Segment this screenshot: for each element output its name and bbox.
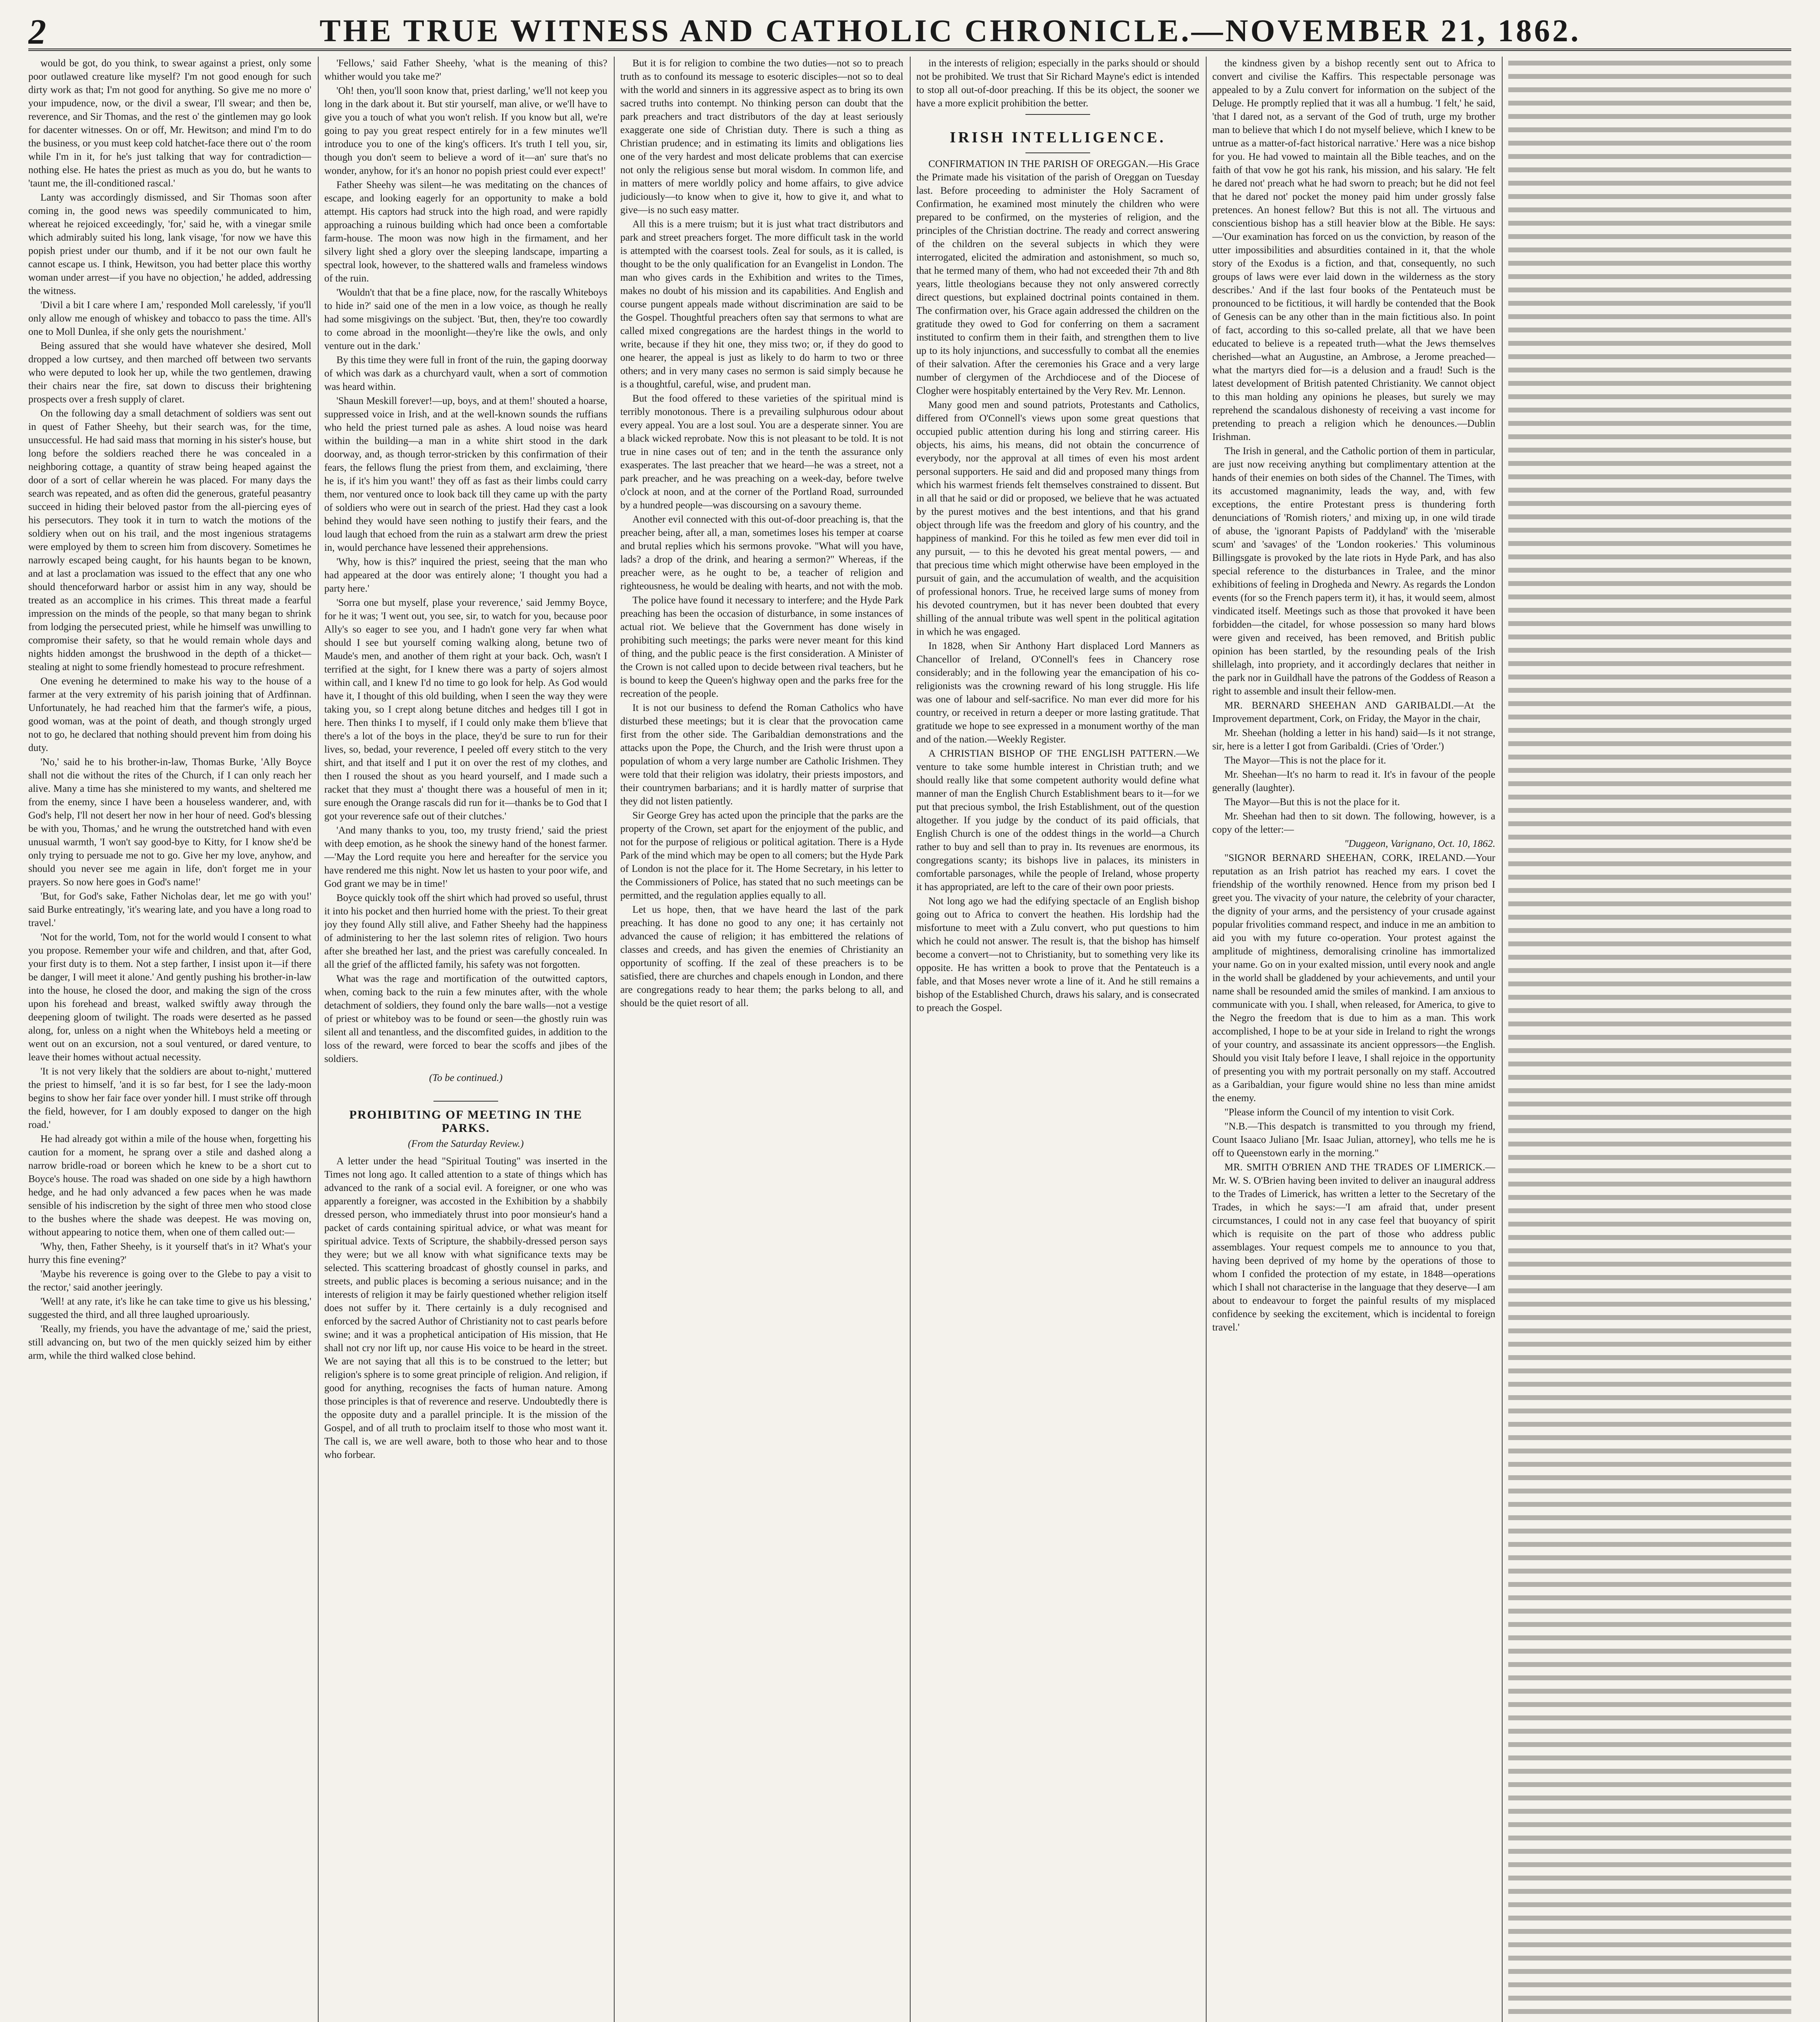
paragraph: The police have found it necessary to interfere; and the Hyde Park preaching has been the occasion of disturbance, in some instances of actual riot. We believe that the Government has done wisely in prohibiting such meetings; the parks were never meant for this kind of thing, and the public peace is the first consideration. A Minister of the Crown is not called upon to decide between rival teachers, but he is bound to keep the Queen's highway open and the parks free for the recreation of the people.: [620, 595, 903, 699]
column-rule: [318, 57, 319, 2022]
column-2: [324, 57, 607, 2022]
paragraph: 'Not for the world, Tom, not for the world would I consent to what you propose. Remember your wife and children, and that, after God, your first duty is to them. Not a step farther, I insist upon it—if there be danger, I will meet it alone.' And gently pushing his brother-in-law into the house, he closed the door, and making the sign of the cross upon his forehead and breast, walked swiftly away through the deepening gloom of twilight. The roads were deserted as he passed along, for, unless on a night when the Whiteboys held a meeting or went out on an excursion, not a soul ventured, or dared venture, to leave their homes without actual necessity.: [28, 932, 311, 1063]
paragraph: The Irish in general, and the Catholic portion of them in particular, are just now receiving anything but complimentary attention at the hands of their enemies on both sides of the Channel. The Times, with its accustomed magnanimity, leads the way, and, with few exceptions, the entire Protestant press is thundering forth denunciations of 'Romish rioters,' and mixing up, in one wild tirade of abuse, the 'ignorant Papists of Paddyland' with the 'miserable scum' and 'savages' of the 'London rookeries.' This voluminous Billingsgate is provoked by the late riots in Hyde Park, and has also special reference to the disturbances in Tralee, and the minor exhibitions of feeling in Drogheda and Newry. As regards the London events (for so the French papers term it), it has, it would seem, almost vindicated itself. Meetings such as those that provoked it have been forbidden—the citadel, for whose possession so many hard blows were given and received, has been removed, and British public opinion has been startled, by the resounding peals of the Irish shillelagh, into propriety, and it accordingly declares that neither in the park nor in Guildhall have the patrons of the Goddess of Reason a right to assemble and insult their fellow-men.: [1212, 446, 1495, 697]
news-item: Not long ago we had the edifying spectacle of an English bishop going out to Africa to convert the heathen. His lordship had the misfortune to meet with a Zulu convert, who put questions to him which he could not answer. The result is, that the bishop has himself become a convert—not to Christianity, but to something very like its opposite. He has written a book to prove that the Pentateuch is a fable, and that Moses never wrote a line of it. And he still remains a bishop of the Established Church, draws his salary, and is consecrated to preach the Gospel.: [916, 896, 1199, 1013]
paragraph: 'Shaun Meskill forever!—up, boys, and at them!' shouted a hoarse, suppressed voice in Irish, and at the well-known sounds the ruffians who held the priest turned pale as ashes. A loud noise was heard within the building—a man in a white shirt stood in the dark doorway, and, as though terror-stricken by this confirmation of their fears, the fellows flung the priest from them, and exclaiming, 'there he is, if it's him you want!' they off as fast as their limbs could carry them, nor ventured once to look back till they came up with the party of soldiers who were out in search of the priest. Had they cast a look behind they would have seen nothing to justify their fears, and the loud laugh that echoed from the ruin as a stalwart arm drew the priest in, would perchance have lessened their apprehensions.: [324, 396, 607, 553]
article-source: (From the Saturday Review.): [408, 1138, 524, 1149]
paragraph: 'Really, my friends, you have the advantage of me,' said the priest, still advancing on, but two of the men quickly seized him by either arm, while the third walked close behind.: [28, 1324, 311, 1361]
section-heading: IRISH INTELLIGENCE.: [949, 129, 1166, 146]
paragraph: What was the rage and mortification of the outwitted captors, when, coming back to the ruin a few minutes after, with the whole detachment of soldiers, they found only the bare walls—not a vestige of priest or whiteboy was to be found or seen—the ghostly ruin was silent all and tenantless, and the discomfited guides, in addition to the loss of the reward, were forced to bear the scoffs and jibes of the soldiers.: [324, 973, 607, 1064]
paragraph: 'Fellows,' said Father Sheehy, 'what is the meaning of this? whither would you take me?': [324, 58, 607, 82]
paragraph: Sir George Grey has acted upon the principle that the parks are the property of the Crown, set apart for the enjoyment of the public, and not for the purpose of religious or political agitation. There is a Hyde Park of the mind which may be open to all comers; but the Hyde Park of London is not the place for it. The Home Secretary, in his letter to the Commissioners of Police, has stated that no such meetings can be permitted, and the regulation applies equally to all.: [620, 810, 903, 901]
paragraph: 'And many thanks to you, too, my trusty friend,' said the priest with deep emotion, as he shook the sinewy hand of the honest farmer.—'May the Lord requite you here and hereafter for the service you have rendered me this night. Now let us hasten to your poor wife, and God grant we may be in time!': [324, 825, 607, 889]
column-area: [28, 57, 1791, 2022]
column-4: [916, 57, 1199, 2022]
paragraph: MR. BERNARD SHEEHAN AND GARIBALDI.—At the Improvement department, Cork, on Friday, the Mayor in the chair,: [1212, 700, 1495, 724]
paragraph: Mr. Sheehan (holding a letter in his hand) said—Is it not strange, sir, here is a letter I got from Garibaldi. (Cries of 'Order.'): [1212, 728, 1495, 752]
paragraph: Father Sheehy was silent—he was meditating on the chances of escape, and looking eagerly for an opportunity to make a bold attempt. His captors had struck into the high road, and were rapidly approaching a ruinous building which had once been a comfortable farm-house. The moon was now high in the firmament, and her silvery light shed a glory over the sleeping landscape, imparting a spectral look, however, to the shattered walls and frameless windows of the ruin.: [324, 180, 607, 284]
paragraph: By this time they were full in front of the ruin, the gaping doorway of which was dark as a churchyard vault, when a sort of commotion was heard within.: [324, 355, 607, 392]
paragraph: 'Wouldn't that that be a fine place, now, for the rascally Whiteboys to hide in?' said one of the men in a low voice, as though he really had some misgivings on the subject. 'But, then, they're too cowardly to come abroad in the moonlight—they're like the owls, and only venture out in the dark.': [324, 287, 607, 351]
paragraph: But the food offered to these varieties of the spiritual mind is terribly monotonous. There is a prevailing sulphurous odour about every appeal. You are a lost soul. You are a desperate sinner. You are a black wicked reprobate. Now this is not pleasant to be told. It is not true in nine cases out of ten; and in the tenth the assurance only exasperates. The last preacher that we heard—he was a street, not a park preacher, and he was preaching on a week-day, before twelve o'clock at noon, and at the corner of the Portland Road, surrounded by a hundred people—was discoursing on a savoury theme.: [620, 393, 903, 511]
paragraph: 'Divil a bit I care where I am,' responded Moll carelessly, 'if you'll only allow me enough of whiskey and tobacco to pass the time. All's one to Moll Dunlea, if she only gets the nourishment.': [28, 300, 311, 337]
paragraph: in the interests of religion; especially in the parks should or should not be prohibited. We trust that Sir Richard Mayne's edict is intended to stop all out-of-door preaching. If this be its object, the sooner we have a more explicit prohibition the better.: [916, 58, 1199, 109]
paragraph: 'Why, then, Father Sheehy, is it yourself that's in it? What's your hurry this fine evening?': [28, 1241, 311, 1265]
paragraph: 'Well! at any rate, it's like he can take time to give us his blessing,' suggested the third, and all three laughed uproariously.: [28, 1296, 311, 1320]
paragraph: The Mayor—But this is not the place for it.: [1224, 797, 1400, 808]
paragraph: Let us hope, then, that we have heard the last of the park preaching. It has done no good to any one; it has certainly not advanced the cause of religion; it has embittered the relations of classes and creeds, and has given the enemies of Christianity an opportunity of scoffing. If the zeal of these preachers is to be satisfied, there are churches and chapels enough in London, and there are congregations ready to hear them; the parks belong to all, and should be the quiet resort of all.: [620, 904, 903, 1009]
divider: [1025, 152, 1090, 153]
paragraph: "N.B.—This despatch is transmitted to you through my friend, Count Isaaco Juliano [Mr. Isaac Julian, attorney], who tells me he is off to Queenstown early in the morning.": [1212, 1121, 1495, 1159]
column-3: [620, 57, 903, 2022]
column-rule: [1206, 57, 1207, 2022]
paragraph: the kindness given by a bishop recently sent out to Africa to convert and civilise the Kaffirs. This respectable personage was appealed to by a Zulu convert for information on the subject of the Deluge. He promptly replied that it was all a humbug. 'I felt,' he said, 'that I dared not, as a servant of the God of truth, urge my brother man to believe that which I do not myself believe, which I knew to be untrue as a matter-of-fact historical narrative.' Here was a nice bishop for you. He had vowed to maintain all the Bible teaches, and on the faith of that vow he got his rank, his mission, and his salary. 'He felt he dared not' preach what he had sworn to preach; but he did not feel that he dared not' pocket the money paid him under grossly false pretences. An honest fellow? But this is not all. The virtuous and conscientious bishop has a still heavier blow at the Bible. He says:—'Our examination has forced on us the conviction, by reason of the utter impossibilities and absurdities contained in it, that the whole story of the Exodus is a fiction, and that, consequently, no such groups of laws were ever laid down in the wilderness as the story describes.' And if the last four books of the Pentateuch must be pronounced to be fictitious, it will hardly be contended that the Book of Genesis can be any other than in the main fictitious also. In point of fact, according to this so-called prelate, all that we have been educated to believe is a repeated truth—what the Jews themselves cherished—what an Augustine, an Ambrose, a Jerome preached—what the martyrs died for—is a delusion and a fraud! Such is the latest development of British patented Christianity. We cannot object to this man holding any opinions he pleases, but surely we may reprehend the scandalous dishonesty of receiving a vast income for pretending to preach a religion which he denounces.—Dublin Irishman.: [1212, 58, 1495, 442]
paragraph: Boyce quickly took off the shirt which had proved so useful, thrust it into his pocket and then hurried home with the priest. To their great joy they found Ally still alive, and Father Sheehy had the happiness of administering to her the last solemn rites of religion. Two hours after she breathed her last, and the priest was carefully concealed. In all the grief of the afflicted family, his safety was not forgotten.: [324, 893, 607, 970]
column-rule: [910, 57, 911, 2022]
divider: [433, 1101, 498, 1102]
column-1: [28, 57, 311, 2022]
page-number: 2: [28, 13, 46, 52]
paragraph: Mr. Sheehan—It's no harm to read it. It's in favour of the people generally (laughter).: [1212, 769, 1495, 793]
news-item: CONFIRMATION IN THE PARISH OF OREGGAN.—His Grace the Primate made his visitation of the parish of Oreggan on Tuesday last. Before proceeding to administer the Holy Sacrament of Confirmation, he examined most minutely the children who were prepared to be confirmed, on the mysteries of religion, and the principles of the Christian doctrine. The ready and correct answering of the children on the several subjects in which they were interrogated, elicited the admiration and astonishment, so much so, that he termed many of them, who had not exceeded their 7th and 8th years, little theologians because they not only answered correctly direct questions, but explained doctrinal points contained in them. The confirmation over, his Grace again addressed the children on the gratitude they owed to God for conferring on them a sacrament instituted to confirm them in their faith, and strengthen them to live up to its holy injunctions, and successfully to combat all the enemies of their salvation. After the ceremonies his Grace and a very large number of clergymen of the Archdiocese and of the Diocese of Clogher were hospitably entertained by the Very Rev. Mr. Lennon.: [916, 159, 1199, 396]
column-rule: [1502, 57, 1503, 2022]
paragraph: 'Sorra one but myself, plase your reverence,' said Jemmy Boyce, for he it was; 'I went out, you see, sir, to watch for you, because poor Ally's so eager to see you, and I hadn't gone very far when what should I see but yourself coming walking along, betune two of Maude's men, and another of them right at your back. Och, wasn't I terrified at the sight, for I knew there was a party of sojers almost within call, and I knew I'd no time to go look for help. As God would have it, I thought of this old building, when I seen the way they were taking you, so I crept along betune ditches and hedges till I got in here. Then thinks I to myself, if I could only make them b'lieve that there's a lot of the boys in the place, they'd be sure to run for their lives, so, bedad, your reverence, I peeled off every stitch to the very shirt, and that itself and I put it on over the rest of my clothes, and then I roused the shout as you heard yourself, and I made such a racket that they must a' thought there was a houseful of men in it; sure enough the Orange rascals did run for it—thanks be to God that I got your reverence safe out of their clutches.': [324, 597, 607, 822]
paragraph: 'It is not very likely that the soldiers are about to-night,' muttered the priest to himself, 'and it is so far best, for I see the lady-moon begins to show her fair face over yonder hill. I must strike off through the field, however, for I am doubly exposed to danger on the high road.': [28, 1066, 311, 1130]
illegible-text-block: [1508, 57, 1791, 2022]
paragraph: 'Why, how is this?' inquired the priest, seeing that the man who had appeared at the door was entirely alone; 'I thought you had a party here.': [324, 556, 607, 594]
column-rule: [614, 57, 615, 2022]
divider: [1025, 114, 1090, 115]
newspaper-page: [28, 12, 1791, 2022]
news-item: Many good men and sound patriots, Protestants and Catholics, differed from O'Connell's views upon some great questions that occupied public attention during his long and stirring career. His objects, his aims, his means, did not obtain the concurrence of everybody, nor the approval at all times of even his most ardent personal supporters. He said and did and proposed many things from which his warmest friends felt themselves constrained to dissent. But in all that he said or did or proposed, we believe that he was actuated by the purest motives and the best intentions, and that his grand object through life was the freedom and glory of his country, and the happiness of mankind. For this he toiled as few men ever did toil in any pursuit, — to this he devoted his great mental powers, — and that precious time which might otherwise have been employed in the pursuit of gain, and the accumulation of wealth, and the acquisition of professional honors. True, he received large sums of money from his devoted countrymen, but it has never been doubted that every shilling of the annual tribute was well spent in the political agitation in which he was engaged.: [916, 400, 1199, 637]
paragraph: Mr. Sheehan had then to sit down. The following, however, is a copy of the letter:—: [1212, 811, 1495, 835]
paragraph: "SIGNOR BERNARD SHEEHAN, CORK, IRELAND.—Your reputation as an Irish patriot has reached my ears. I covet the friendship of the worthily renowned. Hence from my prison bed I greet you. The vivacity of your nature, the celebrity of your character, the dignity of your arms, and the persistency of your crusade against popular frivolities command respect, and induce in me an ambition to aid you with my future co-operation. Your protest against the amplitude of mightiness, demoralising crinoline has immortalized your name. Go on in your exalted mission, until every nook and angle in the world shall be gladdened by your achievements, and until your name shall be resounded amid the smiles of mankind. I am anxious to communicate with you. I shall, when released, for America, to give to the Negro the freedom that is due to him as a man. This work accomplished, I hope to be at your side in Ireland to right the wrongs of your country, and assassinate its ancient oppressors—the English. Should you visit Italy before I leave, I shall rejoice in the opportunity of presenting you with my portrait personally on my staff. Accoutred as a Garibaldian, your figure would shine no less than mine amidst the enemy.: [1212, 852, 1495, 1104]
paragraph: Another evil connected with this out-of-door preaching is, that the preacher being, after all, a man, sometimes loses his temper at coarse and brutal replies which his sermons provoke. "What will you have, lads? a drop of the drink, and hearing a sermon?" Whereas, if the preacher were, as he ought to be, a teacher of religion and righteousness, he would be dealing with hearts, and not with the mob.: [620, 514, 903, 592]
paragraph: One evening he determined to make his way to the house of a farmer at the very extremity of his parish joining that of Ardfinnan. Unfortunately, he had reached him that the farmer's wife, a pious, good woman, was at the point of death, and though strongly urged not to go, he declared that nothing should prevent him from doing his duty.: [28, 676, 311, 753]
paragraph: Lanty was accordingly dismissed, and Sir Thomas soon after coming in, the good news was speedily communicated to him, whereat he rejoiced exceedingly, 'for,' said he, with a vinegar smile which admirably suited his long, lank visage, 'for now we have this popish priest under our thumb, and if it be not our own fault he cannot escape us. I think, Hewitson, you had better place this worthy woman under arrest—if you have no objection,' he added, addressing the witness.: [28, 192, 311, 296]
paragraph: Being assured that she would have whatever she desired, Moll dropped a low curtsey, and then marched off between two servants who were deputed to look her up, while the two gentlemen, drawing their chairs near the fire, sat down to discuss their brightening prospects over a fresh supply of claret.: [28, 341, 311, 405]
paragraph: 'But, for God's sake, Father Nicholas dear, let me go with you!' said Burke entreatingly, 'it's wearing late, and you have a long road to travel.': [28, 891, 311, 929]
paragraph: It is not our business to defend the Roman Catholics who have disturbed these meetings; but it is clear that the provocation came first from the other side. The Garibaldian demonstrations and the attacks upon the Pope, the Church, and the Irish were thrust upon a population of whom a very large number are Catholic Irishmen. They were told that their religion was idolatry, their priests impostors, and their countrymen barbarians; and it is hardly matter of surprise that they did not listen patiently.: [620, 702, 903, 807]
to-be-continued: (To be continued.): [429, 1072, 503, 1083]
column-5: [1212, 57, 1495, 2022]
column-6: [1508, 57, 1791, 2022]
article-headline: PROHIBITING OF MEETING IN THE PARKS.: [349, 1108, 583, 1135]
paragraph: "Please inform the Council of my intention to visit Cork.: [1224, 1107, 1454, 1118]
paragraph: A letter under the head "Spiritual Touting" was inserted in the Times not long ago. It called attention to a state of things which has advanced to the rank of a social evil. A foreigner, or one who was apparently a foreigner, was accosted in the Exhibition by a shabbily dressed person, who immediately thrust into poor monsieur's hand a packet of cards containing spiritual advice, or what was meant for spiritual advice. Texts of Scripture, the shabbily-dressed person says they were; but we all know with what significance texts may be selected. This scattering broadcast of ghostly counsel in parks, and streets, and public places is becoming a serious nuisance; and in the interests of religion it may be fairly questioned whether religion itself does not suffer by it. There certainly is a duly recognised and enforced by the sacred Author of Christianity not to cast pearls before swine; and it was a prophetical anticipation of His mission, that He shall not cry nor lift up, nor cause His voice to be heard in the street. We are not saying that all this is to be construed to the letter; but religion's sphere is to some great principle of religion. And religion, if good for anything, recognises the facts of human nature. Among those principles is that of reverence and reserve. Undoubtedly there is the opposite duty and a parallel principle. It is the mission of the Gospel, and of all truth to proclaim itself to those who most want it. The call is, we are well aware, both to those who hear and to those who forbear.: [324, 1156, 607, 1460]
news-item: In 1828, when Sir Anthony Hart displaced Lord Manners as Chancellor of Ireland, O'Connell's fees in Chancery rose considerably; and in the following year the emancipation of his co-religionists was the crowning reward of his long struggle. His life was one of labour and self-sacrifice. No man ever did more for his country, or received in return a deeper or more lasting gratitude. That gratitude we hope to see expressed in a monument worthy of the man and of the nation.—Weekly Register.: [916, 641, 1199, 745]
masthead: [28, 12, 1791, 51]
paragraph: 'Maybe his reverence is going over to the Glebe to pay a visit to the rector,' said another jeeringly.: [28, 1269, 311, 1293]
paragraph: 'No,' said he to his brother-in-law, Thomas Burke, 'Ally Boyce shall not die without the rites of the Church, if I can only reach her alive. Many a time has she ministered to my wants, and sheltered me from the enemy, since I have been a houseless wanderer, and, with God's help, I'll not desert her now in her hour of need. God's blessing be with you, Thomas,' and he wrung the outstretched hand with even unusual warmth, 'I won't say good-bye to Kitty, for I know she'd be only trying to persuade me not to go. Give her my love, anyhow, and should you never see me again in life, don't forget me in your prayers. So now here goes in God's name!': [28, 757, 311, 888]
letter-dateline: "Duggeon, Varignano, Oct. 10, 1862.: [1344, 838, 1495, 849]
paragraph: But it is for religion to combine the two duties—not so to preach truth as to confound its message to esoteric disciples—not so to deal with the world and sinners in its aggressive aspect as to bring its own sacred truths into contempt. No thinking person can doubt that the park preachers and tract distributors of the day at least seriously exaggerate one side of Christian duty. There is such a thing as Christian prudence; and in estimating its limits and obligations lies one of the very hardest and most delicate problems that can exercise not only the religious sense but moral wisdom. In common life, and in matters of mere worldly policy and home affairs, to give advice judiciously—to know when to give it, how to give it, and what to give—is no such easy matter.: [620, 58, 903, 216]
paragraph: He had already got within a mile of the house when, forgetting his caution for a moment, he sprang over a stile and dashed along a narrow bridle-road or boreen which he knew to be a short cut to Boyce's house. The road was shaded on one side by a high hawthorn hedge, and he had only advanced a few paces when he was made sensible of his indiscretion by the sight of three men who stood close to the bushes where the shade was deepest. He was moving on, without appearing to notice them, when one of them called out:—: [28, 1134, 311, 1238]
paragraph: would be got, do you think, to swear against a priest, only some poor outlawed creature like myself? I'm not good enough for such dirty work as that; I'm not good for anything. So give me no more o' your impudence, now, or the divil a swear, I'll swear; and then be, reverence, and Sir Thomas, and the rest o' the gintlemen may go look for dacenter witnesses. On or off, Mr. Hewitson; and mind I'm to do the business, or you must keep cold hatchet-face there out o' the room while I'm in it, for he's just talking that way for contradiction—nothing else. He hates the priest as much as you do, but he wants to 'taunt me, the ill-conditioned rascal.': [28, 58, 311, 189]
paragraph: The Mayor—This is not the place for it.: [1224, 755, 1386, 766]
paragraph: All this is a mere truism; but it is just what tract distributors and park and street preachers forget. The more difficult task in the world is attempted with the coarsest tools. Zeal for souls, as it is called, is thought to be the only qualification for an Evangelist in London. The man who gives cards in the Exhibition and writes to the Times, makes no doubt of his mission and its capabilities. And English and course pungent appeals made without discrimination are said to be the Gospel. Thoughtful preachers often say that sermons to what are called mixed congregations are the hardest things in the world to write, because if they hit one, they miss two; or, if they do good to one hearer, the appeal is just as likely to do harm to two or three others; and in very many cases no sermon is said simply because he is a thoughtful, careful, wise, and prudent man.: [620, 219, 903, 390]
paragraph: On the following day a small detachment of soldiers was sent out in quest of Father Sheehy, but their search was, for the time, unsuccessful. He had said mass that morning in his sister's house, but long before the soldiers reached there he was concealed in a neighboring cottage, a quantity of straw being heaped against the door of a sort of cellar wherein he was placed. For many days the search was repeated, and as often did the generous, grateful peasantry succeed in hiding their beloved pastor from the all-piercing eyes of his persecutors. They took it in turn to watch the motions of the soldiery when out on his trail, and the most ingenious stratagems were employed by them to screen him from discovery. Sometimes he narrowly escaped being caught, for his haunts began to be known, and at last a proclamation was issued to the effect that any one who should thenceforward harbor or assist him in any way, should be treated as an accomplice in his crimes. This threat made a fearful impression on the minds of the people, so that many began to shrink from lodging the persecuted priest, while he himself was unwilling to compromise their safety, so that he would remain whole days and nights hidden amongst the brushwood in the depth of a thicket—stealing at night to some friendly homestead to procure refreshment.: [28, 408, 311, 673]
news-item: A CHRISTIAN BISHOP OF THE ENGLISH PATTERN.—We venture to take some humble interest in Christian truth; and we should really like that some competent authority would define what manner of man the English Church Establishment bears to it—for we put that precious symbol, the Irish Establishment, out of the question altogether. If you judge by the conduct of its paid officials, that English Church is one of the oddest things in the world—a Church rather to buy and sell than to pray in. Its revenues are enormous, its congregations scanty; its bishops live in palaces, its ministers in comfortable parsonages, while the people of Ireland, whose property it has appropriated, are left to the care of their own poor priests.: [916, 748, 1199, 893]
paragraph: MR. SMITH O'BRIEN AND THE TRADES OF LIMERICK.—Mr. W. S. O'Brien having been invited to deliver an inaugural address to the Trades of Limerick, has written a letter to the Secretary of the Trades, in which he says:—'I am afraid that, under present circumstances, I could not in any case feel that buoyancy of spirit which is requisite on the part of those who address public assemblages. Your request compels me to announce to you that, having been deprived of my home by the operations of those to whom I confided the protection of my estate, in 1848—operations which I shall not characterise in the language that they deserve—I am about to endeavour to forget the painful results of my misplaced confidence by seeking the excitement, which is incidental to foreign travel.': [1212, 1162, 1495, 1333]
paragraph: 'Oh! then, you'll soon know that, priest darling,' we'll not keep you long in the dark about it. But stir yourself, man alive, or we'll have to give you a touch of what you won't relish. If you know but all, we're going to pay you great respect entirely for in a few minutes we'll introduce you to one of the king's officers. It's truth I tell you, sir, though you don't seem to believe a word of it—an' sure that's no wonder, anyhow, for it's an honor no popish priest could ever expect!': [324, 85, 607, 176]
newspaper-title: THE TRUE WITNESS AND CATHOLIC CHRONICLE.—NOVEMBER 21, 1862.: [319, 13, 1581, 48]
